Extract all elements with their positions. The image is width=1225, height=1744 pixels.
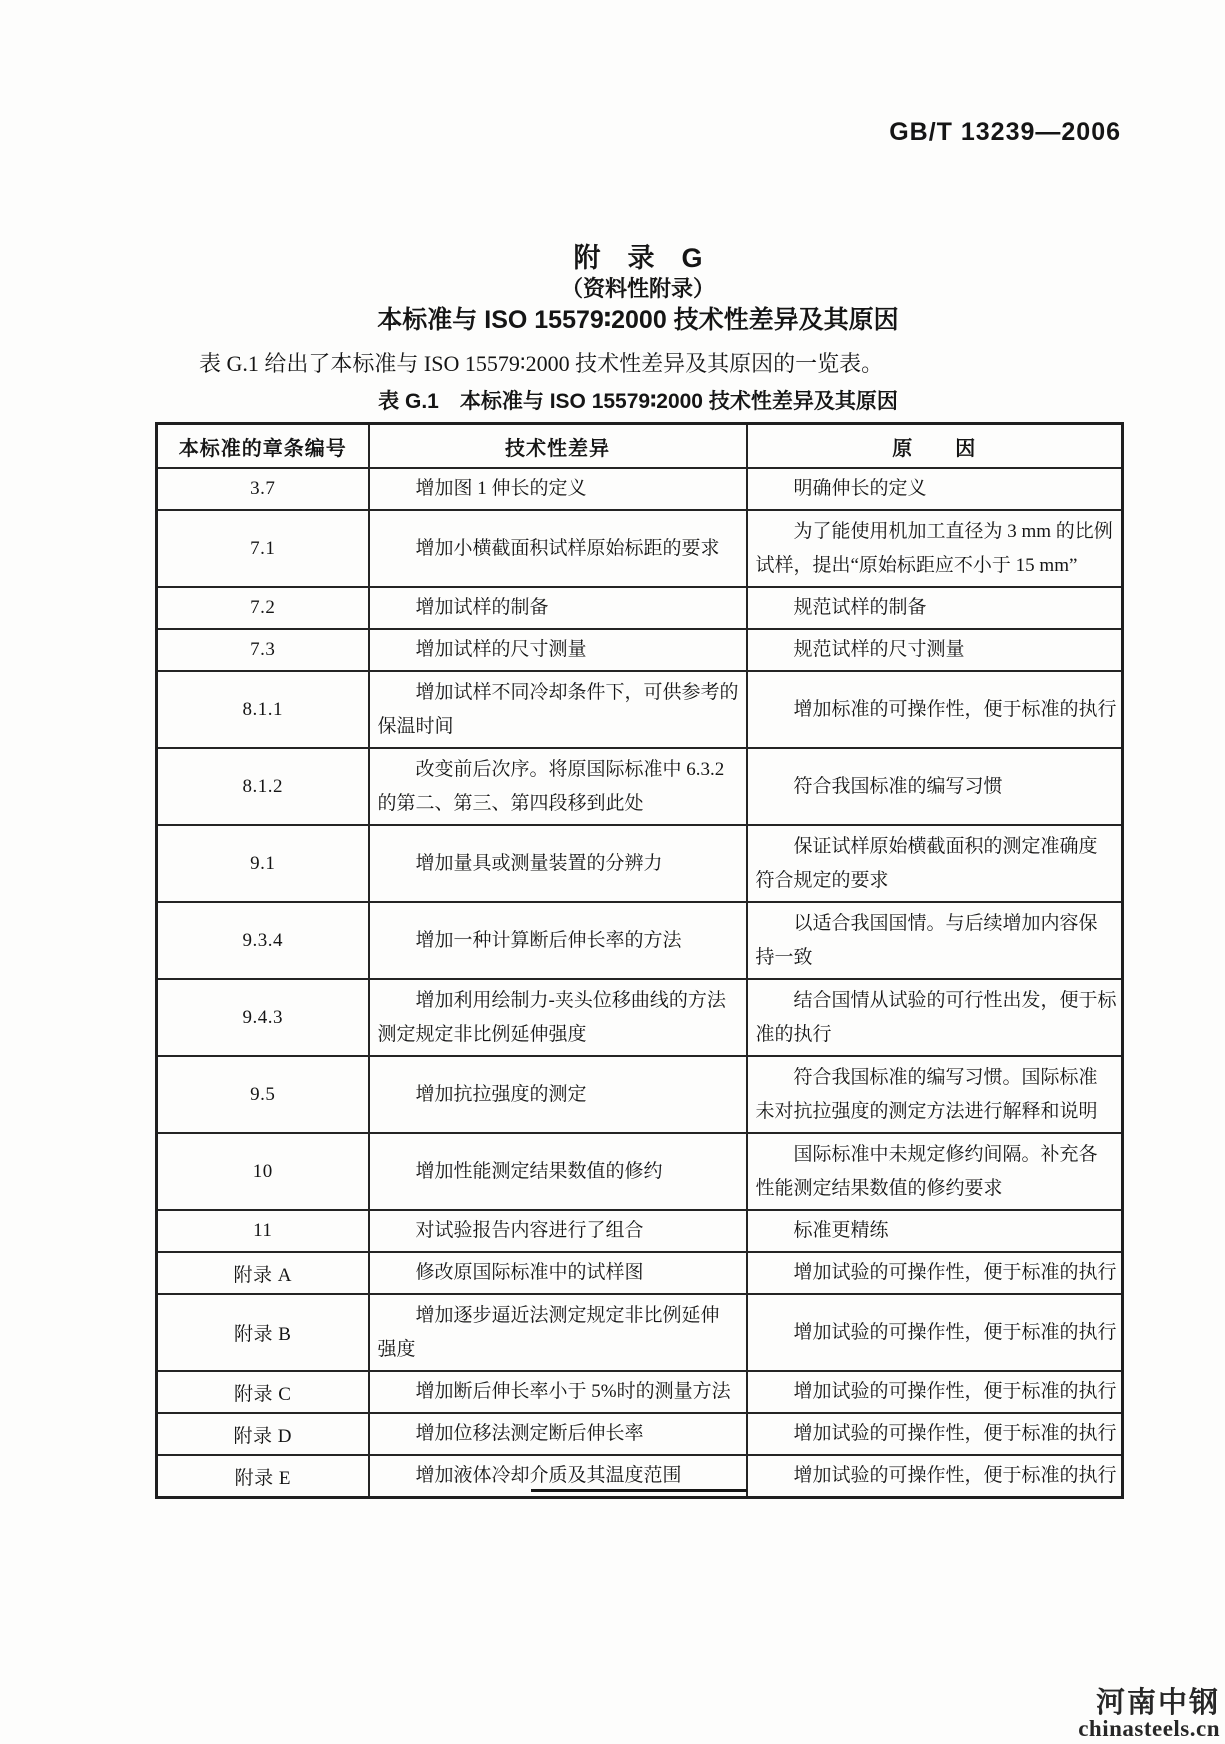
table-row [157,1056,1123,1133]
cell-line: 增加性能测定结果数值的修约 [415,1160,663,1182]
cell-line: 增加试验的可操作性，便于标准的执行 [793,1465,1117,1486]
cell-line: 保温时间 [377,715,454,737]
table-row [157,629,1123,671]
clause-cell: 附录 E [157,1455,369,1498]
difference-cell [369,1210,747,1252]
cell-line: 增加图 1 伸长的定义 [415,478,587,499]
table-row [157,902,1123,979]
column-header: 本标准的章条编号 [157,424,369,469]
cell-line: 试样，提出“原始标距应不小于 15 mm” [755,554,1078,576]
cell-line: 准的执行 [755,1023,832,1045]
table-row [157,468,1123,510]
cell-line: 强度 [377,1338,416,1360]
table-row [157,1294,1123,1371]
difference-cell [369,629,747,671]
clause-cell: 附录 D [157,1413,369,1455]
column-header: 原 因 [747,424,1123,469]
reason-cell [747,510,1123,587]
cell-line: 规范试样的制备 [793,597,927,618]
clause-cell: 11 [157,1210,369,1252]
cell-line: 增加抗拉强度的测定 [415,1083,587,1105]
difference-cell [369,979,747,1056]
cell-line: 增加液体冷却介质及其温度范围 [415,1465,682,1486]
table-caption: 表 G.1 本标准与 ISO 15579∶2000 技术性差异及其原因 [378,390,898,413]
cell-line: 增加量具或测量装置的分辨力 [415,852,663,874]
cell-line: 增加断后伸长率小于 5%时的测量方法 [415,1381,731,1402]
reason-cell [747,1455,1123,1498]
clause-cell: 7.2 [157,587,369,629]
cell-line: 明确伸长的定义 [793,478,927,499]
table-row [157,979,1123,1056]
cell-line: 保证试样原始横截面积的测定准确度 [793,835,1098,857]
table-row [157,1371,1123,1413]
intro-paragraph: 表 G.1 给出了本标准与 ISO 15579∶2000 技术性差异及其原因的一览表。 [199,351,884,376]
difference-cell [369,587,747,629]
clause-cell: 9.1 [157,825,369,902]
clause-cell: 8.1.1 [157,671,369,748]
reason-cell [747,1056,1123,1133]
clause-cell: 7.3 [157,629,369,671]
comparison-table-wrap [155,422,1121,1499]
cell-line: 增加试样的尺寸测量 [415,639,587,660]
table-body [157,468,1123,1498]
reason-cell [747,468,1123,510]
table-row [157,748,1123,825]
table-row [157,587,1123,629]
difference-cell [369,902,747,979]
reason-cell [747,671,1123,748]
difference-cell [369,1133,747,1210]
cell-line: 增加小横截面积试样原始标距的要求 [415,537,720,559]
difference-cell [369,1371,747,1413]
difference-cell [369,1252,747,1294]
cell-line: 未对抗拉强度的测定方法进行解释和说明 [755,1100,1098,1122]
cell-line: 国际标准中未规定修约间隔。补充各 [793,1143,1098,1165]
difference-cell [369,1413,747,1455]
watermark-domain: chinasteels.cn [1078,1716,1220,1741]
clause-cell: 附录 B [157,1294,369,1371]
difference-cell [369,825,747,902]
reason-cell [747,979,1123,1056]
reason-cell [747,1413,1123,1455]
reason-cell [747,1294,1123,1371]
clause-cell: 附录 C [157,1371,369,1413]
difference-cell [369,1294,747,1371]
cell-line: 增加试验的可操作性，便于标准的执行 [793,1262,1117,1283]
clause-cell: 附录 A [157,1252,369,1294]
difference-cell [369,748,747,825]
reason-cell [747,587,1123,629]
clause-cell: 9.3.4 [157,902,369,979]
table-row [157,1210,1123,1252]
appendix-type: （资料性附录） [560,276,715,301]
cell-line: 增加位移法测定断后伸长率 [415,1423,644,1444]
cell-line: 测定规定非比例延伸强度 [377,1023,587,1045]
reason-cell [747,902,1123,979]
reason-cell [747,1133,1123,1210]
appendix-label: 附 录 G [573,243,703,273]
cell-line: 增加试验的可操作性，便于标准的执行 [793,1381,1117,1402]
table-row [157,1252,1123,1294]
reason-cell [747,748,1123,825]
watermark [1078,1689,1220,1740]
cell-line: 对试验报告内容进行了组合 [415,1220,644,1241]
doc-number: GB/T 13239—2006 [889,118,1121,146]
cell-line: 的第二、第三、第四段移到此处 [377,792,644,814]
difference-cell [369,510,747,587]
table-row [157,825,1123,902]
reason-cell [747,629,1123,671]
clause-cell: 9.5 [157,1056,369,1133]
cell-line: 规范试样的尺寸测量 [793,639,965,660]
table-row [157,1133,1123,1210]
clause-cell: 7.1 [157,510,369,587]
reason-cell [747,1210,1123,1252]
cell-line: 增加试验的可操作性，便于标准的执行 [793,1321,1117,1343]
cell-line: 增加标准的可操作性，便于标准的执行 [793,698,1117,720]
cell-line: 修改原国际标准中的试样图 [415,1262,644,1283]
difference-cell [369,671,747,748]
cell-line: 增加逐步逼近法测定规定非比例延伸 [415,1304,720,1326]
cell-line: 符合我国标准的编写习惯。国际标准 [793,1066,1098,1088]
clause-cell: 3.7 [157,468,369,510]
clause-cell: 10 [157,1133,369,1210]
table-row [157,1413,1123,1455]
table-row [157,510,1123,587]
reason-cell [747,1252,1123,1294]
cell-line: 增加试样不同冷却条件下，可供参考的 [415,681,739,703]
end-of-table-rule [531,1489,747,1492]
cell-line: 增加试验的可操作性，便于标准的执行 [793,1423,1117,1444]
cell-line: 增加利用绘制力-夹头位移曲线的方法 [415,989,726,1011]
reason-cell [747,1371,1123,1413]
reason-cell [747,825,1123,902]
cell-line: 符合我国标准的编写习惯 [793,775,1003,797]
cell-line: 改变前后次序。将原国际标准中 6.3.2 [415,758,725,780]
cell-line: 持一致 [755,946,813,968]
cell-line: 结合国情从试验的可行性出发，便于标 [793,989,1117,1011]
difference-cell [369,1056,747,1133]
table-header-row [157,424,1123,469]
appendix-title: 本标准与 ISO 15579∶2000 技术性差异及其原因 [377,306,899,334]
cell-line: 增加试样的制备 [415,597,549,618]
cell-line: 性能测定结果数值的修约要求 [755,1177,1003,1199]
watermark-logo: 河南中钢 [1095,1687,1220,1719]
cell-line: 标准更精练 [793,1220,889,1241]
difference-cell [369,468,747,510]
cell-line: 符合规定的要求 [755,869,889,891]
clause-cell: 9.4.3 [157,979,369,1056]
table-row [157,671,1123,748]
comparison-table [155,422,1124,1499]
cell-line: 以适合我国国情。与后续增加内容保 [793,912,1098,934]
column-header: 技术性差异 [369,424,747,469]
clause-cell: 8.1.2 [157,748,369,825]
cell-line: 为了能使用机加工直径为 3 mm 的比例 [793,520,1113,542]
cell-line: 增加一种计算断后伸长率的方法 [415,929,682,951]
